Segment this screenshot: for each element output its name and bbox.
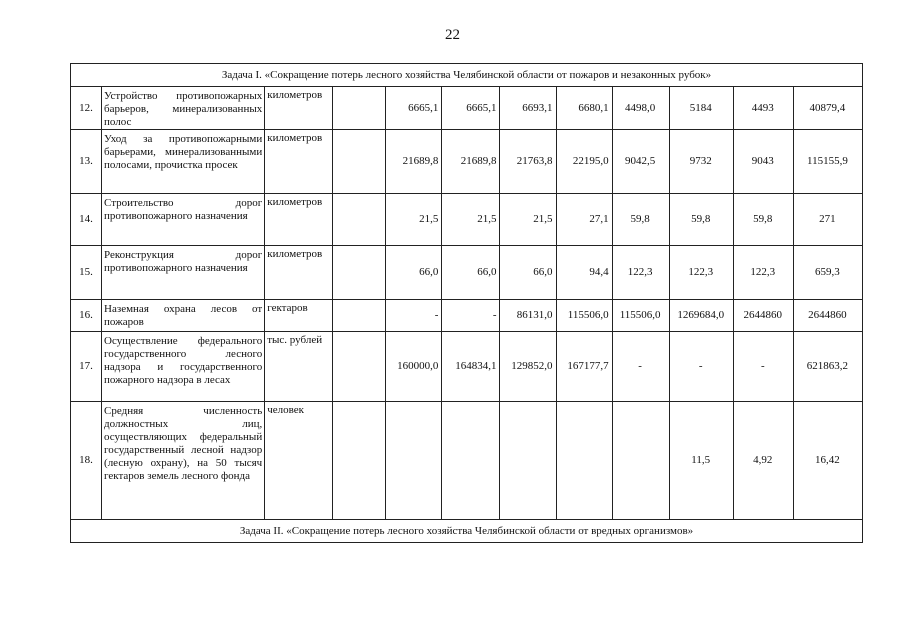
value-cell: 11,5 bbox=[669, 402, 733, 520]
value-cell: - bbox=[669, 332, 733, 402]
table-row bbox=[71, 246, 863, 300]
empty-cell bbox=[333, 246, 386, 300]
unit-cell: километров bbox=[265, 130, 333, 194]
value-cell: 21763,8 bbox=[500, 130, 556, 194]
value-cell bbox=[556, 402, 612, 520]
value-cell: 6665,1 bbox=[386, 87, 442, 130]
table-row bbox=[71, 130, 863, 194]
value-cell: 86131,0 bbox=[500, 300, 556, 332]
indicator-name: Средняя численность должностных лиц, осуществляющих федеральный государственный лесной надзор (лесную охрану), на 50 тысяч гектаров земель лесного фонда bbox=[102, 402, 265, 520]
unit-cell: километров bbox=[265, 246, 333, 300]
value-cell: 659,3 bbox=[793, 246, 862, 300]
value-cell: 160000,0 bbox=[386, 332, 442, 402]
value-cell: 66,0 bbox=[500, 246, 556, 300]
value-cell: 59,8 bbox=[733, 194, 793, 246]
value-cell bbox=[500, 402, 556, 520]
value-cell: 621863,2 bbox=[793, 332, 862, 402]
value-cell: 59,8 bbox=[612, 194, 669, 246]
value-cell: 271 bbox=[793, 194, 862, 246]
row-number: 14. bbox=[71, 194, 102, 246]
indicator-name: Строительство дорог противопожарного назначения bbox=[102, 194, 265, 246]
section-row-task-2 bbox=[71, 520, 863, 543]
table-row bbox=[71, 402, 863, 520]
table-row bbox=[71, 332, 863, 402]
table-row bbox=[71, 300, 863, 332]
value-cell: 1269684,0 bbox=[669, 300, 733, 332]
value-cell: 21689,8 bbox=[442, 130, 500, 194]
value-cell: 129852,0 bbox=[500, 332, 556, 402]
value-cell: 115506,0 bbox=[556, 300, 612, 332]
row-number: 16. bbox=[71, 300, 102, 332]
value-cell: - bbox=[442, 300, 500, 332]
value-cell: 21689,8 bbox=[386, 130, 442, 194]
value-cell: 122,3 bbox=[612, 246, 669, 300]
value-cell: 2644860 bbox=[793, 300, 862, 332]
value-cell: 6665,1 bbox=[442, 87, 500, 130]
value-cell: 164834,1 bbox=[442, 332, 500, 402]
value-cell: 21,5 bbox=[386, 194, 442, 246]
row-number: 18. bbox=[71, 402, 102, 520]
value-cell: 4,92 bbox=[733, 402, 793, 520]
value-cell: 66,0 bbox=[442, 246, 500, 300]
value-cell: 122,3 bbox=[733, 246, 793, 300]
section-title: Задача I. «Сокращение потерь лесного хозяйства Челябинской области от пожаров и незаконных рубок» bbox=[71, 64, 863, 87]
value-cell: 59,8 bbox=[669, 194, 733, 246]
value-cell: 94,4 bbox=[556, 246, 612, 300]
value-cell: 115506,0 bbox=[612, 300, 669, 332]
value-cell: 6693,1 bbox=[500, 87, 556, 130]
value-cell: 21,5 bbox=[442, 194, 500, 246]
row-number: 17. bbox=[71, 332, 102, 402]
value-cell: 2644860 bbox=[733, 300, 793, 332]
value-cell: - bbox=[612, 332, 669, 402]
unit-cell: километров bbox=[265, 194, 333, 246]
value-cell: 9043 bbox=[733, 130, 793, 194]
value-cell: 115155,9 bbox=[793, 130, 862, 194]
value-cell: 21,5 bbox=[500, 194, 556, 246]
value-cell: 4498,0 bbox=[612, 87, 669, 130]
empty-cell bbox=[333, 332, 386, 402]
empty-cell bbox=[333, 300, 386, 332]
unit-cell: гектаров bbox=[265, 300, 333, 332]
value-cell: 122,3 bbox=[669, 246, 733, 300]
value-cell: 6680,1 bbox=[556, 87, 612, 130]
indicator-name: Уход за противопожарными барьерами, минерализованными полосами, прочистка просек bbox=[102, 130, 265, 194]
value-cell: 9732 bbox=[669, 130, 733, 194]
page-number: 22 bbox=[445, 27, 460, 43]
unit-cell: человек bbox=[265, 402, 333, 520]
value-cell: 4493 bbox=[733, 87, 793, 130]
value-cell: 22195,0 bbox=[556, 130, 612, 194]
indicator-name: Реконструкция дорог противопожарного назначения bbox=[102, 246, 265, 300]
value-cell: 9042,5 bbox=[612, 130, 669, 194]
indicator-name: Осуществление федерального государственного лесного надзора и государственного пожарного надзора в лесах bbox=[102, 332, 265, 402]
row-number: 15. bbox=[71, 246, 102, 300]
unit-cell: километров bbox=[265, 87, 333, 130]
empty-cell bbox=[333, 194, 386, 246]
value-cell: - bbox=[733, 332, 793, 402]
value-cell bbox=[612, 402, 669, 520]
table-row bbox=[71, 87, 863, 130]
table-row bbox=[71, 194, 863, 246]
value-cell: 16,42 bbox=[793, 402, 862, 520]
section-title: Задача II. «Сокращение потерь лесного хозяйства Челябинской области от вредных организмов» bbox=[71, 520, 863, 543]
value-cell: 66,0 bbox=[386, 246, 442, 300]
value-cell: 5184 bbox=[669, 87, 733, 130]
indicator-name: Устройство противопожарных барьеров, минерализованных полос bbox=[102, 87, 265, 130]
empty-cell bbox=[333, 402, 386, 520]
row-number: 13. bbox=[71, 130, 102, 194]
value-cell: 27,1 bbox=[556, 194, 612, 246]
value-cell: - bbox=[386, 300, 442, 332]
value-cell: 167177,7 bbox=[556, 332, 612, 402]
value-cell bbox=[442, 402, 500, 520]
value-cell: 40879,4 bbox=[793, 87, 862, 130]
empty-cell bbox=[333, 130, 386, 194]
value-cell bbox=[386, 402, 442, 520]
indicator-name: Наземная охрана лесов от пожаров bbox=[102, 300, 265, 332]
row-number: 12. bbox=[71, 87, 102, 130]
empty-cell bbox=[333, 87, 386, 130]
targets-table bbox=[70, 63, 863, 543]
section-row-task-1 bbox=[71, 64, 863, 87]
unit-cell: тыс. рублей bbox=[265, 332, 333, 402]
